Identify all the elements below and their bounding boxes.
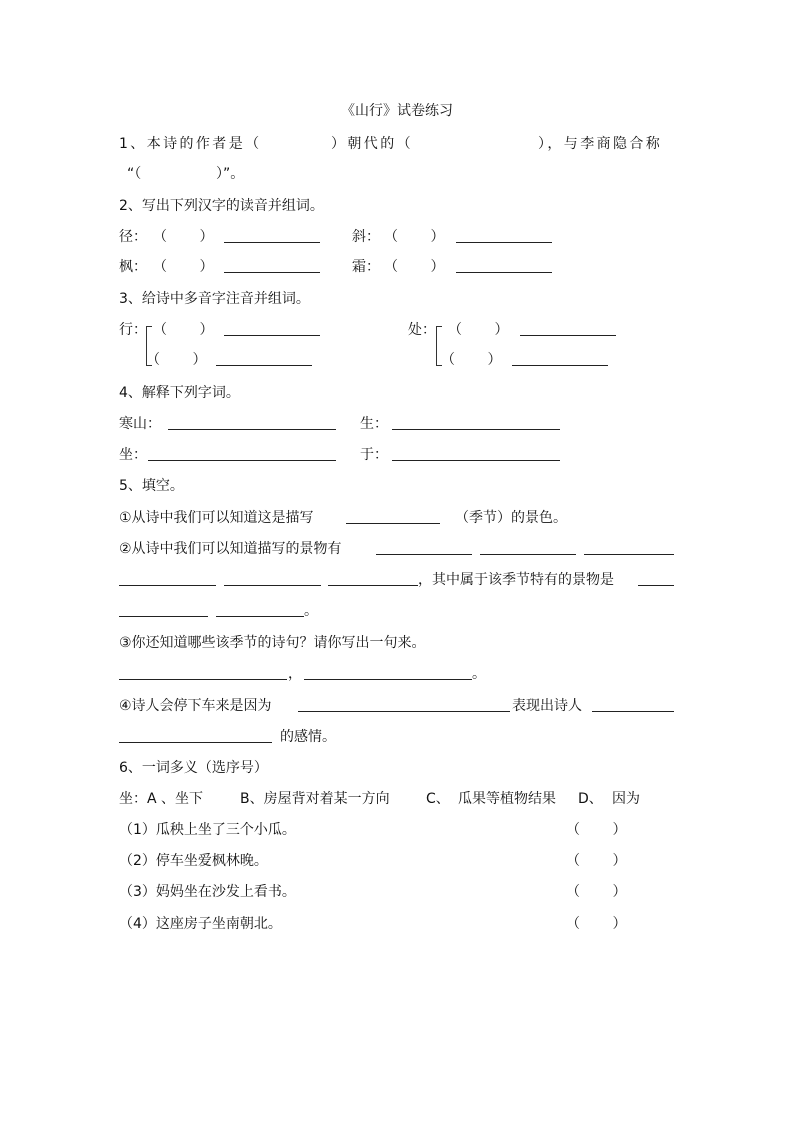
q3-heading: 3、给诗中多音字注音并组词。 — [119, 291, 310, 307]
q3-blank-chu-1[interactable] — [520, 320, 616, 336]
q6-answer-paren[interactable]: （ ） — [566, 884, 627, 900]
q2-char-feng: 枫： — [119, 259, 147, 275]
q4-blank-zuo[interactable] — [148, 445, 336, 461]
q6-item: （1）瓜秧上坐了三个小瓜。 — [119, 822, 296, 838]
q5-s2-blank-2[interactable] — [480, 539, 576, 555]
q5-s1-blank[interactable] — [346, 508, 440, 524]
q5-s4-mid: 表现出诗人 — [512, 698, 582, 714]
q4-word-sheng: 生： — [360, 416, 388, 432]
q4-word-yu: 于： — [360, 447, 388, 463]
q6-option-d-text: 因为 — [612, 791, 640, 807]
q4-blank-hanshan[interactable] — [168, 414, 336, 430]
q1-text-c: ），与李商隐合称 — [538, 136, 663, 152]
q2-heading: 2、写出下列汉字的读音并组词。 — [119, 198, 324, 214]
q6-item: （3）妈妈坐在沙发上看书。 — [119, 884, 296, 900]
q2-blank-shuang[interactable] — [456, 257, 552, 273]
q6-answer-paren[interactable]: （ ） — [566, 916, 627, 932]
q2-paren-xie: （ ） — [384, 229, 445, 245]
q5-s3-comma: ， — [288, 666, 302, 682]
q5-s2-blank-6[interactable] — [328, 570, 418, 586]
q6-option-a: 坐：A 、坐下 — [119, 791, 204, 807]
q3-paren-chu-2: （ ） — [441, 352, 502, 368]
q5-s2-suffix: ，其中属于该季节特有的景物是 — [418, 572, 614, 588]
q6-item: （2）停车坐爱枫林晚。 — [119, 853, 268, 869]
q1-text-d: “（ — [127, 166, 142, 182]
q2-blank-xie[interactable] — [456, 227, 552, 243]
q5-s2-blank-4[interactable] — [119, 570, 216, 586]
q6-option-c-text: 瓜果等植物结果 — [458, 791, 556, 807]
q4-blank-yu[interactable] — [392, 445, 560, 461]
q5-s2-end: 。 — [304, 603, 318, 619]
q2-paren-feng: （ ） — [153, 259, 214, 275]
q5-s2-blank-3[interactable] — [584, 539, 674, 555]
page-title: 《山行》试卷练习 — [341, 103, 453, 119]
q3-paren-xing-2: （ ） — [146, 352, 207, 368]
q6-answer-paren[interactable]: （ ） — [566, 853, 627, 869]
q5-s4-blank-1[interactable] — [298, 696, 510, 712]
q6-item: （4）这座房子坐南朝北。 — [119, 916, 282, 932]
q5-s1-text: ①从诗中我们可以知道这是描写 — [119, 510, 314, 526]
q5-s3-blank-2[interactable] — [304, 664, 472, 680]
q2-char-shuang: 霜： — [352, 259, 380, 275]
q6-option-b: B、房屋背对着某一方向 — [240, 791, 390, 807]
q5-s4-blank-2[interactable] — [592, 696, 674, 712]
q5-s2-blank-7[interactable] — [638, 570, 674, 586]
q3-paren-chu-1: （ ） — [448, 322, 509, 338]
q3-blank-chu-2[interactable] — [512, 350, 608, 366]
q4-word-hanshan: 寒山： — [119, 416, 161, 432]
q2-blank-jing[interactable] — [224, 227, 320, 243]
q3-blank-xing-1[interactable] — [224, 320, 320, 336]
q6-option-c-label: C、 — [426, 791, 450, 807]
q3-blank-xing-2[interactable] — [216, 350, 312, 366]
q3-char-xing: 行： — [119, 322, 147, 338]
q3-char-chu: 处： — [408, 322, 436, 338]
q5-heading: 5、填空。 — [119, 478, 184, 494]
q2-char-jing: 径： — [119, 229, 147, 245]
q4-word-zuo: 坐： — [119, 447, 147, 463]
q5-s1-suffix: （季节）的景色。 — [455, 510, 567, 526]
q1-text-e: ）”。 — [216, 166, 245, 182]
q2-blank-feng[interactable] — [224, 257, 320, 273]
q5-s4-suffix: 的感情。 — [280, 729, 336, 745]
q6-heading: 6、一词多义（选序号） — [119, 760, 268, 776]
q5-s3-blank-1[interactable] — [119, 664, 287, 680]
q2-paren-shuang: （ ） — [384, 259, 445, 275]
q1-text-b: ）朝代的（ — [331, 136, 413, 152]
q5-s2-blank-9[interactable] — [216, 601, 304, 617]
q4-blank-sheng[interactable] — [392, 414, 560, 430]
q5-s4-blank-3[interactable] — [119, 727, 272, 743]
q1-text-a: 1、本诗的作者是（ — [119, 136, 262, 152]
q3-paren-xing-1: （ ） — [153, 322, 214, 338]
q6-option-d-label: D、 — [578, 791, 603, 807]
q5-s2-blank-5[interactable] — [224, 570, 321, 586]
q5-s4-text: ④诗人会停下车来是因为 — [119, 698, 272, 714]
q6-answer-paren[interactable]: （ ） — [566, 822, 627, 838]
q5-s2-blank-8[interactable] — [119, 601, 208, 617]
q5-s2-blank-1[interactable] — [376, 539, 472, 555]
q5-s3-text: ③你还知道哪些该季节的诗句？请你写出一句来。 — [119, 635, 426, 651]
q4-heading: 4、解释下列字词。 — [119, 385, 240, 401]
q2-char-xie: 斜： — [352, 229, 380, 245]
q5-s3-end: 。 — [472, 666, 486, 682]
q5-s2-text: ②从诗中我们可以知道描写的景物有 — [119, 541, 342, 557]
q2-paren-jing: （ ） — [153, 229, 214, 245]
